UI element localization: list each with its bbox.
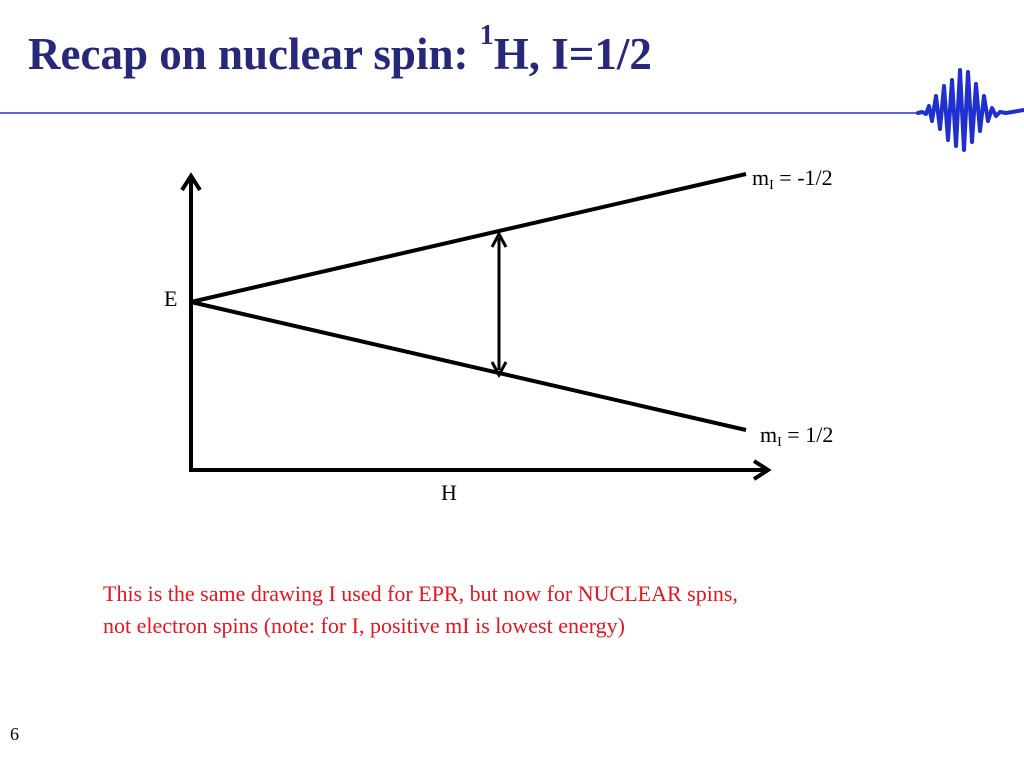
lower-level-subscript: I	[777, 435, 782, 450]
upper-level-value: = -1/2	[773, 165, 833, 190]
lower-energy-level-line	[191, 302, 746, 430]
lower-level-value: = 1/2	[781, 422, 834, 447]
lower-level-symbol: m	[760, 422, 778, 447]
x-axis-label: H	[441, 480, 457, 505]
title-suffix: H, I=1/2	[493, 29, 652, 79]
upper-level-subscript: I	[769, 178, 774, 193]
y-axis-label: E	[164, 286, 178, 311]
upper-energy-level-line	[191, 174, 746, 302]
wave-logo-icon	[918, 70, 1024, 150]
upper-level-label	[752, 166, 833, 193]
page-number: 6	[10, 724, 19, 744]
annotation-note	[103, 578, 883, 642]
note-line-1: This is the same drawing I used for EPR, but now for NUCLEAR spins,	[103, 581, 738, 606]
lower-level-label	[760, 423, 833, 450]
title-prefix: Recap on nuclear spin:	[28, 29, 480, 79]
upper-level-symbol: m	[752, 165, 770, 190]
note-line-2: not electron spins (note: for I, positive mI is lowest energy)	[103, 613, 625, 638]
title-superscript: 1	[479, 20, 494, 51]
